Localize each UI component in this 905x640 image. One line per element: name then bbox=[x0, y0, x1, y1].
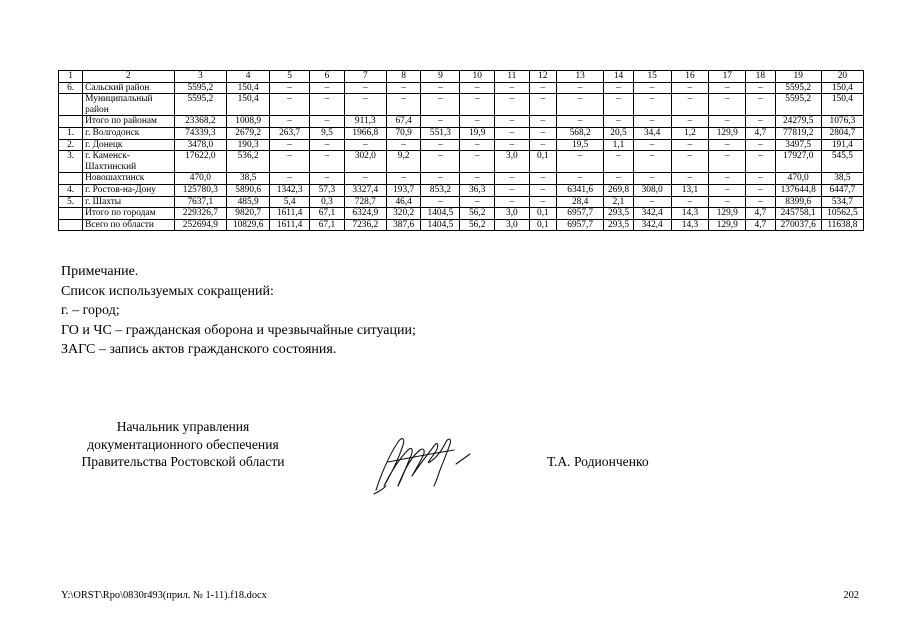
value-cell: – bbox=[709, 82, 746, 94]
territory-name-cell: Итого по городам bbox=[83, 208, 174, 220]
value-cell: 245758,1 bbox=[775, 208, 821, 220]
table-header-row bbox=[59, 71, 864, 83]
territory-name-cell: г. Волгодонск bbox=[83, 127, 174, 139]
value-cell: – bbox=[460, 139, 495, 151]
file-path-footer: Y:\ORST\Rpo\0830r493(прил. № 1-11).f18.docx bbox=[61, 590, 267, 601]
value-cell: – bbox=[746, 151, 775, 173]
value-cell: 8399,6 bbox=[775, 196, 821, 208]
row-number-cell bbox=[59, 173, 83, 185]
value-cell: – bbox=[557, 151, 604, 173]
value-cell: – bbox=[386, 82, 421, 94]
value-cell: 0,1 bbox=[529, 208, 556, 220]
value-cell: 5595,2 bbox=[174, 94, 227, 116]
value-cell: 14,3 bbox=[671, 208, 709, 220]
value-cell: 3,0 bbox=[495, 151, 530, 173]
value-cell: – bbox=[633, 82, 671, 94]
value-cell: 308,0 bbox=[633, 184, 671, 196]
value-cell: 19,5 bbox=[557, 139, 604, 151]
value-cell: 56,2 bbox=[460, 219, 495, 231]
notes-section bbox=[61, 262, 416, 360]
value-cell: – bbox=[529, 82, 556, 94]
value-cell: 17622,0 bbox=[174, 151, 227, 173]
territory-name-cell: г. Ростов-на-Дону bbox=[83, 184, 174, 196]
value-cell: – bbox=[270, 139, 310, 151]
value-cell: 46,4 bbox=[386, 196, 421, 208]
column-number-cell: 15 bbox=[633, 71, 671, 83]
value-cell: – bbox=[557, 82, 604, 94]
value-cell: – bbox=[421, 139, 460, 151]
value-cell: 5595,2 bbox=[775, 94, 821, 116]
value-cell: 5,4 bbox=[270, 196, 310, 208]
value-cell: – bbox=[633, 94, 671, 116]
column-number-cell: 1 bbox=[59, 71, 83, 83]
value-cell: – bbox=[529, 184, 556, 196]
value-cell: – bbox=[746, 184, 775, 196]
column-number-cell: 20 bbox=[821, 71, 863, 83]
value-cell: – bbox=[386, 94, 421, 116]
value-cell: 67,1 bbox=[310, 219, 345, 231]
value-cell: 0,3 bbox=[310, 196, 345, 208]
value-cell: – bbox=[386, 139, 421, 151]
column-number-cell: 10 bbox=[460, 71, 495, 83]
value-cell: – bbox=[344, 82, 386, 94]
value-cell: 34,4 bbox=[633, 127, 671, 139]
column-number-cell: 18 bbox=[746, 71, 775, 83]
value-cell: 1611,4 bbox=[270, 219, 310, 231]
value-cell: 57,3 bbox=[310, 184, 345, 196]
territory-name-cell: Новошахтинск bbox=[83, 173, 174, 185]
value-cell: 4,7 bbox=[746, 127, 775, 139]
value-cell: 4,7 bbox=[746, 208, 775, 220]
value-cell: – bbox=[746, 196, 775, 208]
column-number-cell: 17 bbox=[709, 71, 746, 83]
value-cell: – bbox=[421, 94, 460, 116]
value-cell: 129,9 bbox=[709, 208, 746, 220]
signer-position-line: Правительства Ростовской области bbox=[81, 454, 285, 470]
value-cell: – bbox=[746, 139, 775, 151]
table-row bbox=[59, 173, 864, 185]
value-cell: 853,2 bbox=[421, 184, 460, 196]
value-cell: 36,3 bbox=[460, 184, 495, 196]
territory-name-cell: г. Шахты bbox=[83, 196, 174, 208]
value-cell: 9,2 bbox=[386, 151, 421, 173]
value-cell: – bbox=[709, 151, 746, 173]
column-number-cell: 12 bbox=[529, 71, 556, 83]
value-cell: – bbox=[460, 196, 495, 208]
value-cell: 150,4 bbox=[821, 94, 863, 116]
value-cell: – bbox=[386, 173, 421, 185]
value-cell: – bbox=[421, 116, 460, 128]
abbreviation-item: ЗАГС – запись актов гражданского состояния. bbox=[61, 342, 337, 358]
value-cell: 10562,5 bbox=[821, 208, 863, 220]
value-cell: 568,2 bbox=[557, 127, 604, 139]
value-cell: – bbox=[633, 116, 671, 128]
value-cell: – bbox=[671, 139, 709, 151]
territory-name-cell: г. Каменск-Шахтинский bbox=[83, 151, 174, 173]
value-cell: 293,5 bbox=[604, 219, 633, 231]
value-cell: – bbox=[529, 94, 556, 116]
value-cell: 70,9 bbox=[386, 127, 421, 139]
value-cell: 56,2 bbox=[460, 208, 495, 220]
value-cell: 150,4 bbox=[227, 82, 270, 94]
territory-name-cell: Муниципальный район bbox=[83, 94, 174, 116]
value-cell: – bbox=[270, 82, 310, 94]
value-cell: – bbox=[344, 139, 386, 151]
value-cell: 536,2 bbox=[227, 151, 270, 173]
value-cell: 1,2 bbox=[671, 127, 709, 139]
value-cell: – bbox=[344, 94, 386, 116]
value-cell: – bbox=[310, 173, 345, 185]
value-cell: 342,4 bbox=[633, 219, 671, 231]
value-cell: – bbox=[633, 173, 671, 185]
value-cell: – bbox=[310, 116, 345, 128]
value-cell: – bbox=[495, 184, 530, 196]
value-cell: 7236,2 bbox=[344, 219, 386, 231]
data-table bbox=[58, 70, 864, 231]
data-table-container bbox=[58, 70, 864, 231]
value-cell: 3497,5 bbox=[775, 139, 821, 151]
column-number-cell: 9 bbox=[421, 71, 460, 83]
table-row bbox=[59, 219, 864, 231]
column-number-cell: 16 bbox=[671, 71, 709, 83]
value-cell: 320,2 bbox=[386, 208, 421, 220]
row-number-cell: 5. bbox=[59, 196, 83, 208]
value-cell: 1966,8 bbox=[344, 127, 386, 139]
value-cell: 1076,3 bbox=[821, 116, 863, 128]
table-row bbox=[59, 127, 864, 139]
signer-position bbox=[58, 418, 308, 471]
value-cell: 1404,5 bbox=[421, 219, 460, 231]
value-cell: 24279,5 bbox=[775, 116, 821, 128]
table-row bbox=[59, 151, 864, 173]
column-number-cell: 4 bbox=[227, 71, 270, 83]
value-cell: 270037,6 bbox=[775, 219, 821, 231]
value-cell: 0,1 bbox=[529, 151, 556, 173]
value-cell: – bbox=[557, 94, 604, 116]
value-cell: 17927,0 bbox=[775, 151, 821, 173]
value-cell: 3,0 bbox=[495, 208, 530, 220]
value-cell: 6957,7 bbox=[557, 219, 604, 231]
value-cell: – bbox=[344, 173, 386, 185]
value-cell: – bbox=[270, 116, 310, 128]
column-number-cell: 6 bbox=[310, 71, 345, 83]
value-cell: – bbox=[671, 94, 709, 116]
value-cell: – bbox=[460, 151, 495, 173]
row-number-cell: 4. bbox=[59, 184, 83, 196]
value-cell: 150,4 bbox=[821, 82, 863, 94]
value-cell: – bbox=[460, 82, 495, 94]
value-cell: – bbox=[495, 82, 530, 94]
value-cell: 911,3 bbox=[344, 116, 386, 128]
signer-position-line: Начальник управления bbox=[116, 419, 250, 434]
value-cell: – bbox=[671, 151, 709, 173]
value-cell: – bbox=[529, 173, 556, 185]
value-cell: 1008,9 bbox=[227, 116, 270, 128]
value-cell: – bbox=[529, 139, 556, 151]
value-cell: 302,0 bbox=[344, 151, 386, 173]
value-cell: 20,5 bbox=[604, 127, 633, 139]
value-cell: 38,5 bbox=[821, 173, 863, 185]
value-cell: 129,9 bbox=[709, 127, 746, 139]
value-cell: 551,3 bbox=[421, 127, 460, 139]
value-cell: 11638,8 bbox=[821, 219, 863, 231]
value-cell: 1611,4 bbox=[270, 208, 310, 220]
value-cell: 191,4 bbox=[821, 139, 863, 151]
value-cell: – bbox=[671, 116, 709, 128]
value-cell: 5890,6 bbox=[227, 184, 270, 196]
row-number-cell bbox=[59, 208, 83, 220]
value-cell: 3478,0 bbox=[174, 139, 227, 151]
value-cell: 193,7 bbox=[386, 184, 421, 196]
value-cell: 2,1 bbox=[604, 196, 633, 208]
column-number-cell: 2 bbox=[83, 71, 174, 83]
value-cell: 19,9 bbox=[460, 127, 495, 139]
value-cell: – bbox=[495, 173, 530, 185]
value-cell: 67,1 bbox=[310, 208, 345, 220]
value-cell: 67,4 bbox=[386, 116, 421, 128]
value-cell: 0,1 bbox=[529, 219, 556, 231]
row-number-cell bbox=[59, 116, 83, 128]
value-cell: 470,0 bbox=[174, 173, 227, 185]
table-row bbox=[59, 94, 864, 116]
value-cell: 485,9 bbox=[227, 196, 270, 208]
row-number-cell bbox=[59, 94, 83, 116]
abbreviation-item: г. – город; bbox=[61, 303, 120, 319]
value-cell: – bbox=[495, 94, 530, 116]
value-cell: 150,4 bbox=[227, 94, 270, 116]
value-cell: – bbox=[529, 196, 556, 208]
value-cell: 129,9 bbox=[709, 219, 746, 231]
value-cell: 229326,7 bbox=[174, 208, 227, 220]
value-cell: 1342,3 bbox=[270, 184, 310, 196]
value-cell: – bbox=[460, 173, 495, 185]
value-cell: – bbox=[671, 196, 709, 208]
row-number-cell: 3. bbox=[59, 151, 83, 173]
column-number-cell: 7 bbox=[344, 71, 386, 83]
signer-name: Т.А. Родионченко bbox=[547, 454, 649, 469]
value-cell: – bbox=[604, 173, 633, 185]
value-cell: – bbox=[604, 82, 633, 94]
value-cell: – bbox=[633, 139, 671, 151]
notes-title: Примечание. bbox=[61, 264, 139, 279]
value-cell: 13,1 bbox=[671, 184, 709, 196]
value-cell: 2804,7 bbox=[821, 127, 863, 139]
table-row bbox=[59, 184, 864, 196]
value-cell: 728,7 bbox=[344, 196, 386, 208]
signer-position-line: документационного обеспечения bbox=[87, 436, 279, 452]
row-number-cell bbox=[59, 219, 83, 231]
value-cell: 23368,2 bbox=[174, 116, 227, 128]
value-cell: 7637,1 bbox=[174, 196, 227, 208]
column-number-cell: 3 bbox=[174, 71, 227, 83]
value-cell: 470,0 bbox=[775, 173, 821, 185]
column-number-cell: 13 bbox=[557, 71, 604, 83]
value-cell: – bbox=[746, 82, 775, 94]
value-cell: – bbox=[270, 173, 310, 185]
column-number-cell: 5 bbox=[270, 71, 310, 83]
value-cell: 252694,9 bbox=[174, 219, 227, 231]
value-cell: – bbox=[671, 82, 709, 94]
value-cell: – bbox=[633, 196, 671, 208]
value-cell: – bbox=[310, 94, 345, 116]
value-cell: – bbox=[671, 173, 709, 185]
value-cell: 74339,3 bbox=[174, 127, 227, 139]
value-cell: – bbox=[557, 116, 604, 128]
value-cell: – bbox=[421, 151, 460, 173]
value-cell: – bbox=[709, 94, 746, 116]
handwritten-signature bbox=[368, 420, 478, 498]
territory-name-cell: Всего по области bbox=[83, 219, 174, 231]
value-cell: 28,4 bbox=[557, 196, 604, 208]
value-cell: – bbox=[709, 116, 746, 128]
value-cell: 3327,4 bbox=[344, 184, 386, 196]
value-cell: – bbox=[604, 94, 633, 116]
row-number-cell: 2. bbox=[59, 139, 83, 151]
value-cell: – bbox=[746, 116, 775, 128]
column-number-cell: 19 bbox=[775, 71, 821, 83]
table-row bbox=[59, 116, 864, 128]
value-cell: – bbox=[310, 151, 345, 173]
territory-name-cell: г. Донецк bbox=[83, 139, 174, 151]
table-row bbox=[59, 82, 864, 94]
value-cell: 5595,2 bbox=[775, 82, 821, 94]
value-cell: – bbox=[746, 173, 775, 185]
value-cell: 6341,6 bbox=[557, 184, 604, 196]
value-cell: 3,0 bbox=[495, 219, 530, 231]
value-cell: – bbox=[746, 94, 775, 116]
value-cell: – bbox=[495, 196, 530, 208]
value-cell: 77819,2 bbox=[775, 127, 821, 139]
value-cell: – bbox=[557, 173, 604, 185]
table-body bbox=[59, 71, 864, 231]
value-cell: 190,3 bbox=[227, 139, 270, 151]
value-cell: 4,7 bbox=[746, 219, 775, 231]
value-cell: – bbox=[633, 151, 671, 173]
value-cell: 125780,3 bbox=[174, 184, 227, 196]
row-number-cell: 1. bbox=[59, 127, 83, 139]
value-cell: – bbox=[709, 139, 746, 151]
value-cell: 9820,7 bbox=[227, 208, 270, 220]
value-cell: 534,7 bbox=[821, 196, 863, 208]
value-cell: 263,7 bbox=[270, 127, 310, 139]
value-cell: – bbox=[495, 139, 530, 151]
value-cell: – bbox=[421, 173, 460, 185]
value-cell: – bbox=[495, 116, 530, 128]
value-cell: 5595,2 bbox=[174, 82, 227, 94]
value-cell: 545,5 bbox=[821, 151, 863, 173]
value-cell: – bbox=[709, 184, 746, 196]
value-cell: – bbox=[529, 127, 556, 139]
territory-name-cell: Сальский район bbox=[83, 82, 174, 94]
value-cell: – bbox=[460, 116, 495, 128]
value-cell: 38,5 bbox=[227, 173, 270, 185]
value-cell: 6447,7 bbox=[821, 184, 863, 196]
value-cell: – bbox=[421, 82, 460, 94]
value-cell: 293,5 bbox=[604, 208, 633, 220]
value-cell: – bbox=[310, 139, 345, 151]
value-cell: – bbox=[495, 127, 530, 139]
table-row bbox=[59, 196, 864, 208]
value-cell: – bbox=[310, 82, 345, 94]
value-cell: – bbox=[604, 151, 633, 173]
notes-intro: Список используемых сокращений: bbox=[61, 283, 274, 299]
value-cell: 269,8 bbox=[604, 184, 633, 196]
value-cell: 6324,9 bbox=[344, 208, 386, 220]
value-cell: 14,3 bbox=[671, 219, 709, 231]
abbreviation-item: ГО и ЧС – гражданская оборона и чрезвычайные ситуации; bbox=[61, 322, 416, 338]
value-cell: – bbox=[270, 151, 310, 173]
value-cell: – bbox=[709, 173, 746, 185]
column-number-cell: 8 bbox=[386, 71, 421, 83]
value-cell: 1404,5 bbox=[421, 208, 460, 220]
value-cell: – bbox=[529, 116, 556, 128]
value-cell: – bbox=[709, 196, 746, 208]
value-cell: 137644,8 bbox=[775, 184, 821, 196]
table-row bbox=[59, 208, 864, 220]
row-number-cell: 6. bbox=[59, 82, 83, 94]
page-number: 202 bbox=[843, 590, 859, 601]
column-number-cell: 11 bbox=[495, 71, 530, 83]
value-cell: 9,5 bbox=[310, 127, 345, 139]
value-cell: – bbox=[604, 116, 633, 128]
territory-name-cell: Итого по районам bbox=[83, 116, 174, 128]
value-cell: 1,1 bbox=[604, 139, 633, 151]
value-cell: 387,6 bbox=[386, 219, 421, 231]
value-cell: 6957,7 bbox=[557, 208, 604, 220]
value-cell: 2679,2 bbox=[227, 127, 270, 139]
table-row bbox=[59, 139, 864, 151]
value-cell: – bbox=[421, 196, 460, 208]
value-cell: – bbox=[460, 94, 495, 116]
column-number-cell: 14 bbox=[604, 71, 633, 83]
value-cell: – bbox=[270, 94, 310, 116]
value-cell: 10829,6 bbox=[227, 219, 270, 231]
value-cell: 342,4 bbox=[633, 208, 671, 220]
